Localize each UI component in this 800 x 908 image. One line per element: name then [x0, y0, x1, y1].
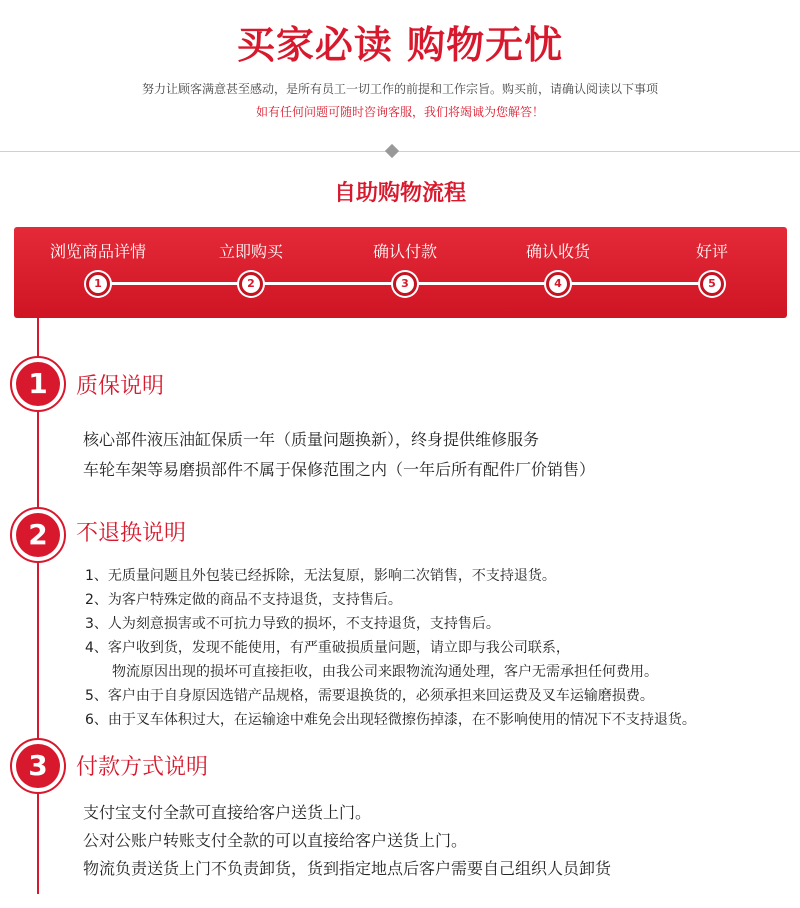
step-label-1: 浏览商品详情 — [49, 242, 146, 261]
step-dot-1: 1 — [86, 272, 110, 296]
warranty-line: 车轮车架等易磨损部件不属于保修范围之内（一年后所有配件厂价销售） — [83, 460, 596, 479]
diamond-icon — [385, 144, 399, 158]
flow-title: 自助购物流程 — [333, 181, 466, 206]
flow-banner — [14, 227, 787, 318]
page-subtitle: 努力让顾客满意甚至感动，是所有员工一切工作的前提和工作宗旨。购买前，请确认阅读以下事项 — [141, 82, 658, 96]
divider — [0, 151, 800, 152]
step-label-3: 确认付款 — [372, 242, 437, 261]
section-number-3: 3 — [16, 744, 60, 788]
no-return-line: 2、为客户特殊定做的商品不支持退货，支持售后。 — [85, 592, 402, 608]
step-dot-5: 5 — [700, 272, 724, 296]
no-return-line: 1、无质量问题且外包装已经拆除，无法复原，影响二次销售，不支持退货。 — [85, 568, 556, 584]
step-label-2: 立即购买 — [218, 242, 283, 261]
section-title-no-return: 不退换说明 — [76, 521, 187, 546]
step-label-4: 确认收货 — [525, 242, 590, 261]
no-return-line: 3、人为刻意损害或不可抗力导致的损坏，不支持退货，支持售后。 — [85, 616, 500, 632]
page-note: 如有任何问题可随时咨询客服，我们将竭诚为您解答！ — [255, 105, 544, 119]
payment-line: 物流负责送货上门不负责卸货，货到指定地点后客户需要自己组织人员卸货 — [83, 859, 612, 878]
payment-line: 公对公账户转账支付全款的可以直接给客户送货上门。 — [83, 831, 468, 850]
step-dot-4: 4 — [546, 272, 570, 296]
section-title-payment: 付款方式说明 — [76, 755, 209, 780]
no-return-line: 5、客户由于自身原因选错产品规格，需要退换货的，必须承担来回运费及叉车运输磨损费。 — [85, 688, 654, 704]
page-title: 买家必读 购物无忧 — [236, 23, 564, 67]
section-number-2: 2 — [16, 513, 60, 557]
payment-line: 支付宝支付全款可直接给客户送货上门。 — [83, 803, 372, 822]
step-label-5: 好评 — [695, 242, 728, 261]
section-number-badge-1 — [10, 356, 66, 412]
no-return-line: 6、由于叉车体积过大，在运输途中难免会出现轻微擦伤掉漆，在不影响使用的情况下不支持退货。 — [85, 712, 696, 728]
section-number-badge-2 — [10, 507, 66, 563]
step-dot-2: 2 — [239, 272, 263, 296]
section-title-warranty: 质保说明 — [76, 374, 165, 399]
no-return-line: 4、客户收到货，发现不能使用，有严重破损质量问题，请立即与我公司联系， — [85, 640, 570, 656]
step-dot-3: 3 — [393, 272, 417, 296]
section-number-1: 1 — [16, 362, 60, 406]
section-number-badge-3 — [10, 738, 66, 794]
warranty-line: 核心部件液压油缸保质一年（质量问题换新），终身提供维修服务 — [83, 430, 540, 449]
no-return-line: 物流原因出现的损坏可直接拒收，由我公司来跟物流沟通处理，客户无需承担任何费用。 — [112, 664, 658, 680]
